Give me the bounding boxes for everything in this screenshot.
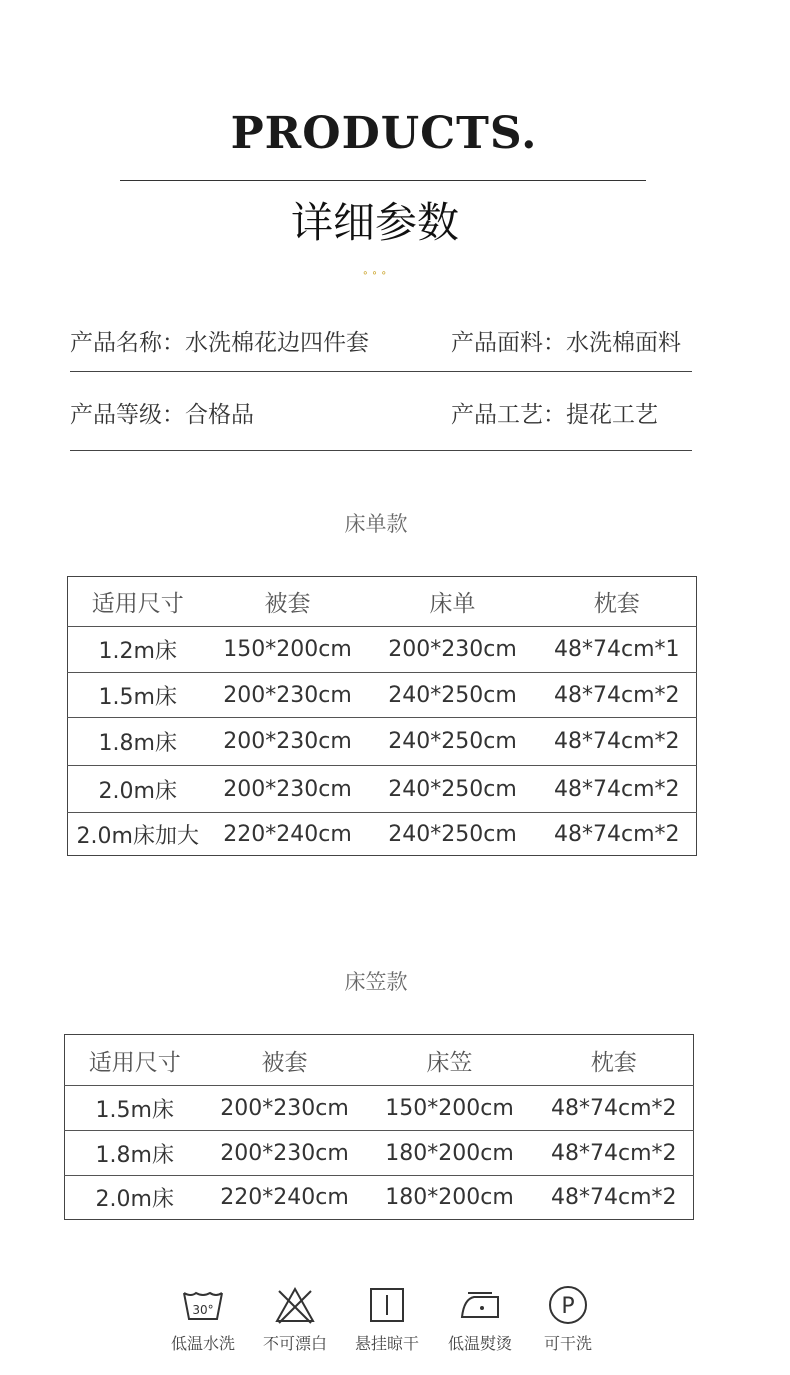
table-row (65, 1086, 694, 1131)
spec-grade (70, 396, 254, 429)
table-cell: 200*230cm (223, 776, 352, 802)
table-cell: 200*230cm (388, 637, 517, 662)
wash-30-icon (181, 1285, 225, 1325)
column-header: 适用尺寸 (91, 591, 184, 617)
column-header: 被套 (261, 1049, 308, 1076)
care-label: 低温水洗 (170, 1334, 235, 1353)
table-cell: 180*200cm (385, 1185, 514, 1210)
table-cell: 1.5m床 (95, 1097, 174, 1123)
section-title-fitted: 床笠款 (344, 970, 408, 994)
column-header: 枕套 (593, 591, 640, 617)
table-cell: 48*74cm*2 (550, 1140, 677, 1166)
table-row (65, 1176, 694, 1220)
column-header: 床单 (429, 591, 476, 617)
table-row (68, 673, 697, 718)
table-cell: 48*74cm*2 (553, 729, 680, 754)
table-cell: 2.0m床 (98, 778, 177, 804)
table-cell: 220*240cm (223, 821, 352, 847)
care-label: 悬挂晾干 (354, 1334, 419, 1353)
no-bleach-icon (273, 1285, 317, 1325)
table-cell: 48*74cm*1 (553, 637, 680, 662)
spec-label: 产品工艺： (451, 402, 566, 428)
care-item-iron (435, 1285, 525, 1354)
spec-product-name (70, 324, 369, 357)
table-cell: 48*74cm*2 (553, 776, 680, 802)
iron-low-icon (458, 1285, 502, 1325)
table-cell: 150*200cm (385, 1095, 514, 1121)
table-row (68, 766, 697, 813)
table-row (68, 813, 697, 856)
table-cell: 240*250cm (388, 776, 517, 802)
care-item-no-bleach (250, 1285, 340, 1354)
dry-clean-icon (546, 1285, 590, 1325)
table-header-row (65, 1035, 694, 1086)
table-cell: 2.0m床 (95, 1187, 174, 1212)
care-item-hang-dry (342, 1285, 432, 1354)
spec-label: 产品面料： (451, 330, 566, 356)
wash-temp-label: 30° (192, 1303, 214, 1317)
table-cell: 200*230cm (220, 1095, 349, 1121)
table-cell: 240*250cm (388, 729, 517, 754)
table-cell: 220*240cm (220, 1185, 349, 1210)
care-label: 可干洗 (543, 1334, 592, 1353)
table-cell: 240*250cm (388, 682, 517, 708)
spec-divider (70, 371, 692, 372)
table-row (65, 1131, 694, 1176)
table-row (68, 627, 697, 673)
column-header: 适用尺寸 (88, 1049, 181, 1076)
spec-craft (451, 396, 658, 429)
decorative-dots: ∘∘∘ (362, 268, 390, 279)
size-table-fitted (64, 1034, 694, 1220)
dry-clean-letter: P (561, 1294, 575, 1319)
care-label: 不可漂白 (262, 1334, 327, 1353)
table-cell: 48*74cm*2 (550, 1095, 677, 1121)
spec-value: 水洗棉面料 (566, 330, 681, 356)
table-cell: 2.0m床加大 (76, 823, 199, 849)
page-brand-title: PRODUCTS. (230, 108, 538, 159)
column-header: 被套 (264, 591, 311, 617)
table-cell: 48*74cm*2 (553, 682, 680, 708)
table-cell: 180*200cm (385, 1140, 514, 1166)
table-cell: 48*74cm*2 (553, 821, 680, 847)
table-cell: 200*230cm (223, 729, 352, 754)
spec-label: 产品等级： (70, 402, 185, 428)
spec-value: 水洗棉花边四件套 (185, 330, 369, 356)
care-item-dry-clean (523, 1285, 613, 1354)
table-row (68, 718, 697, 766)
spec-label: 产品名称： (70, 330, 185, 356)
care-item-wash (158, 1285, 248, 1354)
column-header: 枕套 (590, 1049, 637, 1076)
spec-fabric (451, 324, 681, 357)
spec-value: 提花工艺 (566, 402, 658, 428)
table-cell: 1.8m床 (98, 731, 177, 756)
table-cell: 1.5m床 (98, 684, 177, 710)
spec-divider (70, 450, 692, 451)
table-cell: 48*74cm*2 (550, 1185, 677, 1210)
table-cell: 240*250cm (388, 821, 517, 847)
table-cell: 150*200cm (223, 637, 352, 662)
table-cell: 200*230cm (220, 1140, 349, 1166)
section-title-sheet: 床单款 (344, 512, 408, 536)
size-table-sheet (67, 576, 697, 856)
table-cell: 1.2m床 (98, 639, 177, 664)
column-header: 床笠 (426, 1049, 473, 1076)
table-cell: 1.8m床 (95, 1142, 174, 1168)
table-cell: 200*230cm (223, 682, 352, 708)
table-header-row (68, 577, 697, 627)
page-subtitle: 详细参数 (290, 198, 459, 247)
hang-dry-icon (365, 1285, 409, 1325)
spec-value: 合格品 (185, 402, 254, 428)
care-label: 低温熨烫 (447, 1334, 512, 1353)
header-divider (120, 180, 646, 181)
